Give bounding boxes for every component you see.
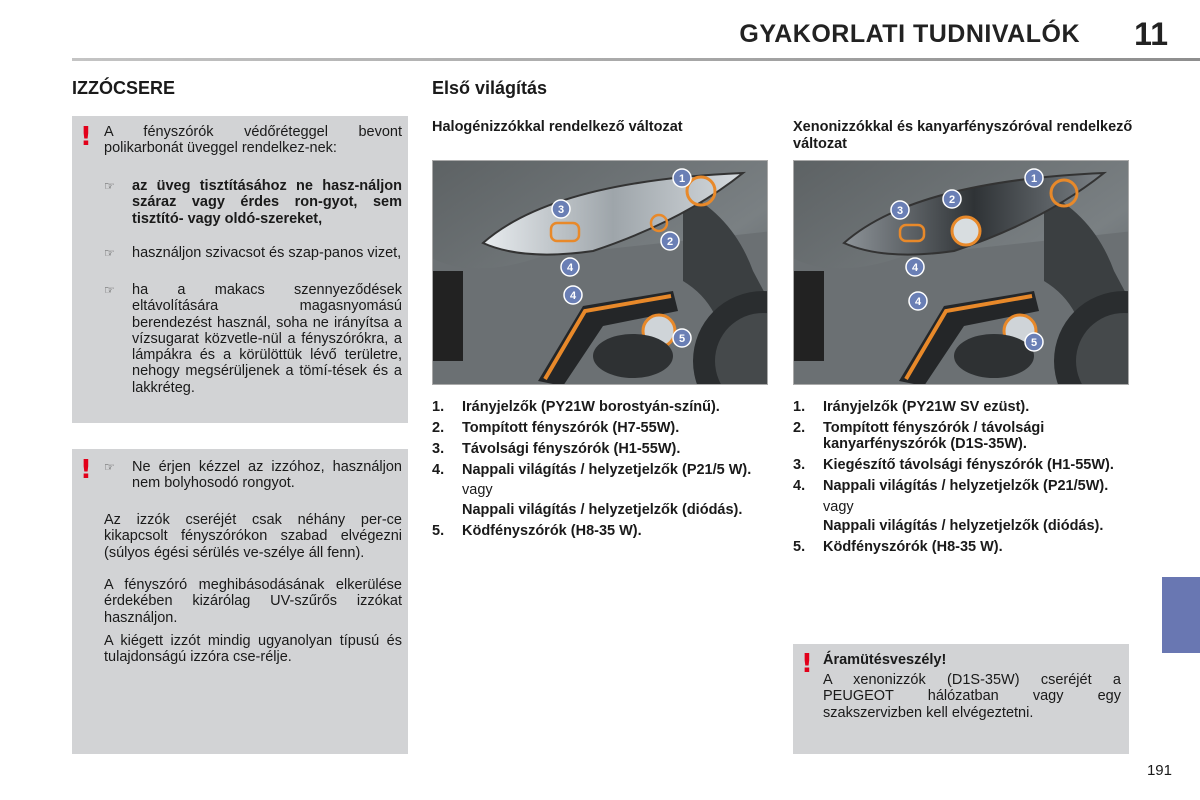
- warning-bullet: ☞ Ne érjen kézzel az izzóhoz, használjon nem bolyhosodó rongyot.: [104, 459, 402, 492]
- callout-badge-4: [909, 292, 927, 310]
- svg-text:2: 2: [666, 236, 674, 248]
- svg-text:5: 5: [1030, 337, 1038, 349]
- variant-heading-halogen: Halogénizzókkal rendelkező változat: [432, 119, 683, 135]
- header-divider: [72, 58, 1200, 61]
- warning-bullet: ☞ ha a makacs szennyeződések eltávolítására magasnyomású berendezést használ, soha ne irányítsa a vízsugarat közvetle-nül a fényszórókra, a lámpákra és a körülöttük lévő területre, nehogy megsérüljenek a tömí-tések és a lakkréteg.: [104, 282, 402, 396]
- chapter-tab: [1162, 577, 1200, 653]
- halogen-bulb-list: [432, 399, 757, 544]
- list-item: 1. Irányjelzők (PY21W borostyán-színű).: [432, 399, 720, 415]
- pointing-hand-icon: ☞: [104, 246, 115, 260]
- svg-text:4: 4: [911, 262, 919, 274]
- list-item: 3. Kiegészítő távolsági fényszórók (H1-55W).: [793, 457, 1114, 474]
- callout-badge-2: [943, 190, 961, 208]
- warning-bullet: ☞ az üveg tisztításához ne hasz-náljon száraz vagy érdes ron-gyot, sem tisztító- vagy oldó-szereket,: [104, 178, 402, 227]
- svg-text:3: 3: [896, 205, 904, 217]
- callout-badge-3: [891, 201, 909, 219]
- svg-text:2: 2: [948, 194, 956, 206]
- exclamation-icon: !: [801, 649, 813, 679]
- callout-badge-4: [906, 258, 924, 276]
- list-item: 4. Nappali világítás / helyzetjelzők (P21/5W). vagy Nappali világítás / helyzetjelzők (diódás).: [793, 478, 1109, 534]
- warning-paragraph: Az izzók cseréjét csak néhány per-ce kikapcsolt fényszórókon szabad elvégezni (súlyos égési sérülés ve-szélye áll fenn).: [104, 512, 402, 561]
- svg-text:5: 5: [678, 333, 686, 345]
- callout-badge-3: [552, 200, 570, 218]
- warning-bullet: ☞ használjon szivacsot és szap-panos vizet,: [104, 245, 402, 261]
- section-heading-front-lights: Első világítás: [432, 78, 548, 98]
- pointing-hand-icon: ☞: [104, 179, 115, 193]
- chapter-number: 11: [1134, 16, 1168, 52]
- svg-text:3: 3: [557, 204, 565, 216]
- xenon-bulb-list: [793, 399, 1123, 560]
- list-item: 2. Tompított fényszórók / távolsági kanyarfényszórók (D1S-35W).: [793, 419, 1045, 453]
- section-heading: IZZÓCSERE: [72, 78, 176, 98]
- callout-badge-4: [561, 258, 579, 276]
- variant-heading-xenon: Xenonizzókkal és kanyarfényszóróval rendelkező változat: [793, 119, 1133, 152]
- pointing-hand-icon: ☞: [104, 460, 115, 474]
- callout-badge-5: [673, 329, 691, 347]
- callout-badge-1: [673, 169, 691, 187]
- callout-badge-5: [1025, 333, 1043, 351]
- halogen-headlamp-photo: [432, 160, 768, 385]
- warning-intro: A fényszórók védőréteggel bevont polikarbonát üveggel rendelkez-nek:: [104, 124, 402, 157]
- list-item: 4. Nappali világítás / helyzetjelzők (P21/5 W). vagy Nappali világítás / helyzetjelzők (diódás).: [432, 461, 752, 518]
- callout-badge-2: [661, 232, 679, 250]
- list-item: 1. Irányjelzők (PY21W SV ezüst).: [793, 399, 1030, 415]
- list-item: 5. Ködfényszórók (H8-35 W).: [793, 538, 1003, 555]
- warning-title: Áramütésveszély!: [823, 652, 947, 668]
- xenon-headlamp-photo: [793, 160, 1129, 385]
- callout-badge-1: [1025, 169, 1043, 187]
- svg-text:1: 1: [678, 173, 686, 185]
- list-item: 2. Tompított fényszórók (H7-55W).: [432, 419, 680, 436]
- warning-text: A xenonizzók (D1S-35W) cseréjét a PEUGEOT hálózatban vagy egy szakszervizben kell elvégeztetni.: [823, 672, 1121, 721]
- warning-paragraph: A kiégett izzót mindig ugyanolyan típusú és tulajdonságú izzóra cse-rélje.: [104, 633, 402, 666]
- svg-text:4: 4: [566, 262, 574, 274]
- svg-text:1: 1: [1030, 173, 1038, 185]
- exclamation-icon: !: [80, 122, 92, 152]
- warning-paragraph: A fényszóró meghibásodásának elkerülése érdekében kizárólag UV-szűrős izzókat használjon.: [104, 577, 402, 626]
- page-number: 191: [1146, 762, 1172, 779]
- exclamation-icon: !: [80, 455, 92, 485]
- chapter-title: GYAKORLATI TUDNIVALÓK: [739, 20, 1080, 48]
- svg-text:4: 4: [914, 296, 922, 308]
- list-item: 3. Távolsági fényszórók (H1-55W).: [432, 440, 681, 457]
- pointing-hand-icon: ☞: [104, 283, 115, 297]
- callout-badge-4: [564, 286, 582, 304]
- svg-text:4: 4: [569, 290, 577, 302]
- list-item: 5. Ködfényszórók (H8-35 W).: [432, 522, 642, 539]
